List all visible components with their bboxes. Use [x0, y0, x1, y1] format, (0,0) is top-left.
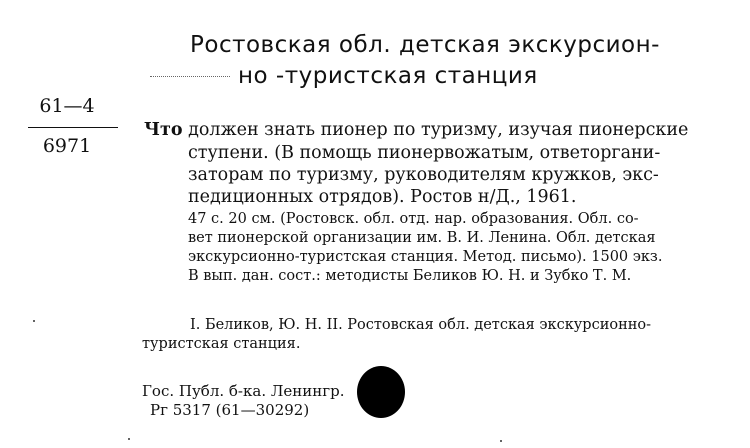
title-line-4: педиционных отрядов). Ростов н/Д., 1961. — [188, 187, 577, 207]
title-line-1-rest: должен знать пионер по туризму, изучая пионерские — [182, 120, 689, 140]
scan-speck — [500, 440, 502, 442]
shelf-mark-bottom: 6971 — [42, 135, 92, 157]
tracing-line-2: туристская станция. — [142, 336, 301, 352]
title-first-word: Что — [144, 120, 183, 140]
card-header-line-2: но -туристская станция — [238, 63, 538, 89]
title-line-1 — [144, 120, 688, 141]
title-line-2: ступени. (В помощь пионервожатым, ответоргани- — [188, 143, 661, 163]
shelf-mark-top: 61—4 — [39, 95, 95, 117]
card-header-line-1: Ростовская обл. детская экскурсион- — [190, 32, 660, 58]
title-line-3: заторам по туризму, руководителям кружков, экс- — [188, 165, 659, 185]
tracing-line-1: I. Беликов, Ю. Н. II. Ростовская обл. детская экскурсионно- — [190, 317, 652, 333]
shelf-mark-divider — [28, 127, 118, 128]
dotted-leader — [150, 64, 230, 77]
holding-line-1: Гос. Публ. б-ка. Ленингр. — [142, 382, 345, 400]
description-line-2: вет пионерской организации им. В. И. Ленина. Обл. детская — [188, 230, 656, 246]
scan-speck — [33, 320, 35, 322]
description-line-3: экскурсионно-туристская станция. Метод. письмо). 1500 экз. — [188, 249, 663, 265]
description-line-1: 47 с. 20 см. (Ростовск. обл. отд. нар. образования. Обл. со- — [188, 211, 639, 227]
holding-line-2: Рг 5317 (61—30292) — [150, 401, 310, 419]
scan-speck — [128, 438, 130, 440]
description-line-4: В вып. дан. сост.: методисты Беликов Ю. Н. и Зубко Т. М. — [188, 268, 632, 284]
black-stamp-blot — [357, 366, 405, 418]
